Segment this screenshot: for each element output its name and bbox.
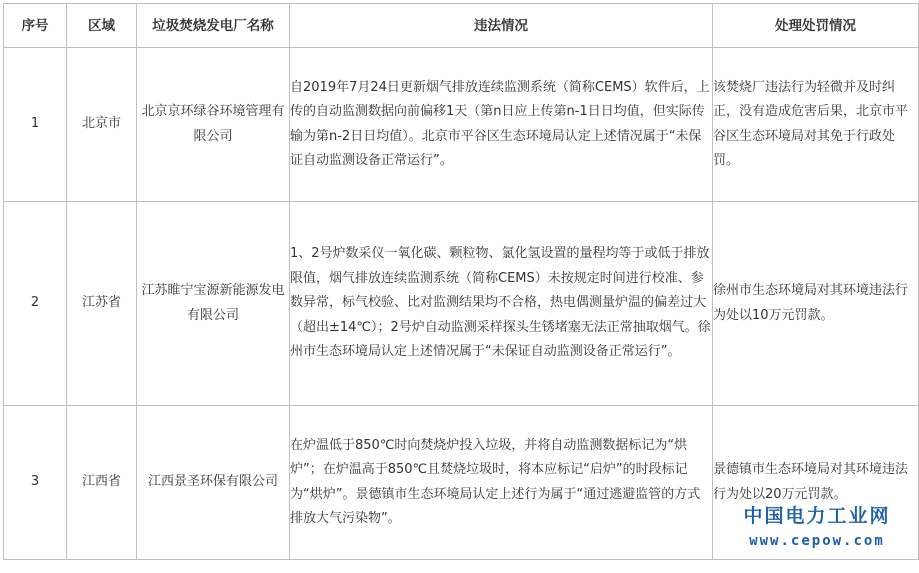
row-violation: 自2019年7月24日更新烟气排放连续监测系统（简称CEMS）软件后，上传的自动监测数据向前偏移1天（第n日应上传第n-1日日均值，但实际传输为第n-2日日均值）。北京市平谷区生态环境局认定上述情况属于“未保证自动监测设备正常运行”。 [290,48,713,202]
header-plant: 垃圾焚烧发电厂名称 [137,4,290,48]
watermark-title: 中国电力工业网 [717,503,917,529]
row-region: 北京市 [67,48,137,202]
violations-table [3,3,919,560]
site-watermark [717,503,917,565]
header-row [4,4,919,48]
table-row [4,202,919,406]
watermark-url: www.cepow.com [717,529,917,553]
row-region: 江苏省 [67,202,137,406]
header-index: 序号 [4,4,67,48]
row-penalty: 该焚烧厂违法行为轻微并及时纠正，没有造成危害后果，北京市平谷区生态环境局对其免于行政处罚。 [713,48,919,202]
header-penalty: 处理处罚情况 [713,4,919,48]
row-violation: 在炉温低于850℃时向焚烧炉投入垃圾，并将自动监测数据标记为“烘炉”；在炉温高于850℃且焚烧垃圾时，将本应标记“启炉”的时段标记为“烘炉”。景德镇市生态环境局认定上述行为属于“通过逃避监管的方式排放大气污染物”。 [290,406,713,560]
row-index: 2 [4,202,67,406]
row-index: 1 [4,48,67,202]
row-index: 3 [4,406,67,560]
row-violation: 1、2号炉数采仪一氧化碳、颗粒物、氯化氢设置的量程均等于或低于排放限值，烟气排放连续监测系统（简称CEMS）未按规定时间进行校准、参数异常，标气校验、比对监测结果均不合格，热电偶测量炉温的偏差过大（超出±14℃）；2号炉自动监测采样探头生锈堵塞无法正常抽取烟气。徐州市生态环境局认定上述情况属于“未保证自动监测设备正常运行”。 [290,202,713,406]
row-penalty: 景德镇市生态环境局对其环境违法行为处以20万元罚款。 [713,406,919,560]
header-region: 区域 [67,4,137,48]
row-plant-name: 江西景圣环保有限公司 [137,406,290,560]
row-plant-name: 北京京环绿谷环境管理有限公司 [137,48,290,202]
row-plant-name: 江苏睢宁宝源新能源发电有限公司 [137,202,290,406]
row-penalty: 徐州市生态环境局对其环境违法行为处以10万元罚款。 [713,202,919,406]
table-row [4,48,919,202]
row-region: 江西省 [67,406,137,560]
header-violation: 违法情况 [290,4,713,48]
